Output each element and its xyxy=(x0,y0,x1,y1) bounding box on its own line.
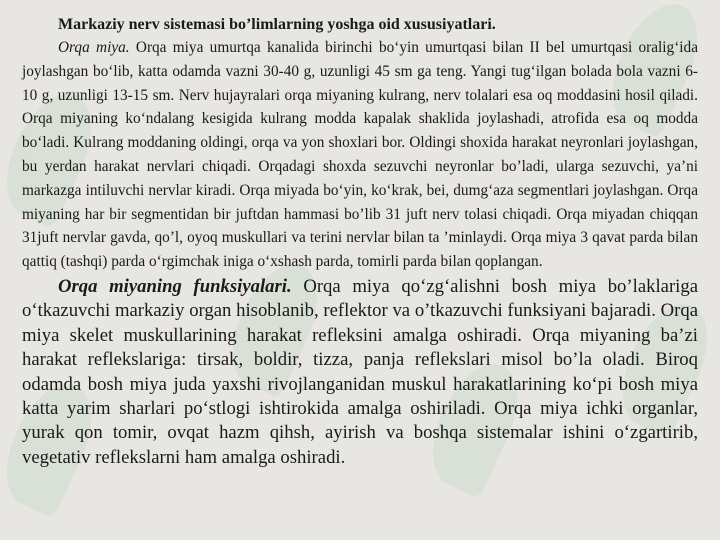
section-heading: Markaziy nerv sistemasi bo’limlarning yoshga oid xususiyatlari. xyxy=(58,16,496,33)
paragraph-orqa-miya xyxy=(22,36,698,274)
paragraph-lead-term: Orqa miyaning funksiyalari. xyxy=(58,275,292,297)
document-page xyxy=(22,10,698,470)
paragraph-lead-term: Orqa miya. xyxy=(58,39,130,56)
paragraph-body-text: Orqa miya qo‘zg‘alishni bosh miya bo’laklariga o‘tkazuvchi markaziy organ hisoblanib, reflektor va o’tkazuvchi funksiyani bajaradi. Orqa miya skelet muskullarining harakat refleksini amalga oshiradi. Orqa miyaning ba’zi harakat reflekslariga: tirsak, boldir, tizza, panja reflekslari misol bo’la oladi. Biroq odamda bosh miya juda yaxshi rivojlanganidan muskul harakatlarining ko‘pi bosh miya katta yarim sharlari po‘stlogi ishtirokida amalga oshiriladi. Orqa miya ichki organlar, yurak qon tomir, ovqat hazm qihsh, ayirish va boshqa sistemalar ishini o‘zgartirib, vegetativ reflekslarni ham amalga oshiradi. xyxy=(22,275,698,468)
paragraph-funksiyalari xyxy=(22,275,698,470)
paragraph-body-text: Orqa miya umurtqa kanalida birinchi bo‘yin umurtqasi bilan II bel umurtqasi oralig‘ida joylashgan bo‘lib, katta odamda vazni 30-40 g, uzunligi 45 sm ga teng. Yangi tug‘ilgan bolada bola vazni 6-10 g, uzunligi 13-15 sm. Nerv hujayralari orqa miyaning kulrang, nerv tolalari esa oq moddasini hosil qiladi. Orqa miyaning ko‘ndalang kesigida kulrang modda kapalak shaklida joylashadi, atrofida esa oq modda bo‘ladi. Kulrang moddaning oldingi, orqa va yon shoxlari bor. Oldingi shoxida harakat neyronlari joylashgan, bu yerdan harakat nervlari chiqadi. Orqadagi shoxda sezuvchi neyronlar bo’ladi, ularga sezuvchi, ya’ni markazga intiluvchi nervlar kiradi. Orqa miyada bo‘yin, ko‘krak, bei, dumg‘aza segmentlari joylashgan. Orqa miyaning har bir segmentidan bir juftdan hammasi bo’lib 31 juft nerv tolasi chiqadi. Orqa miyadan chiqqan 31juft nervlar gavda, qo’l, oyoq muskullari va terini nervlar bilan ta ’minlaydi. Orqa miya 3 qavat parda bilan qattiq (tashqi) parda o‘rgimchak iniga o‘xshash parda, tomirli parda bilan qoplangan. xyxy=(22,39,698,271)
